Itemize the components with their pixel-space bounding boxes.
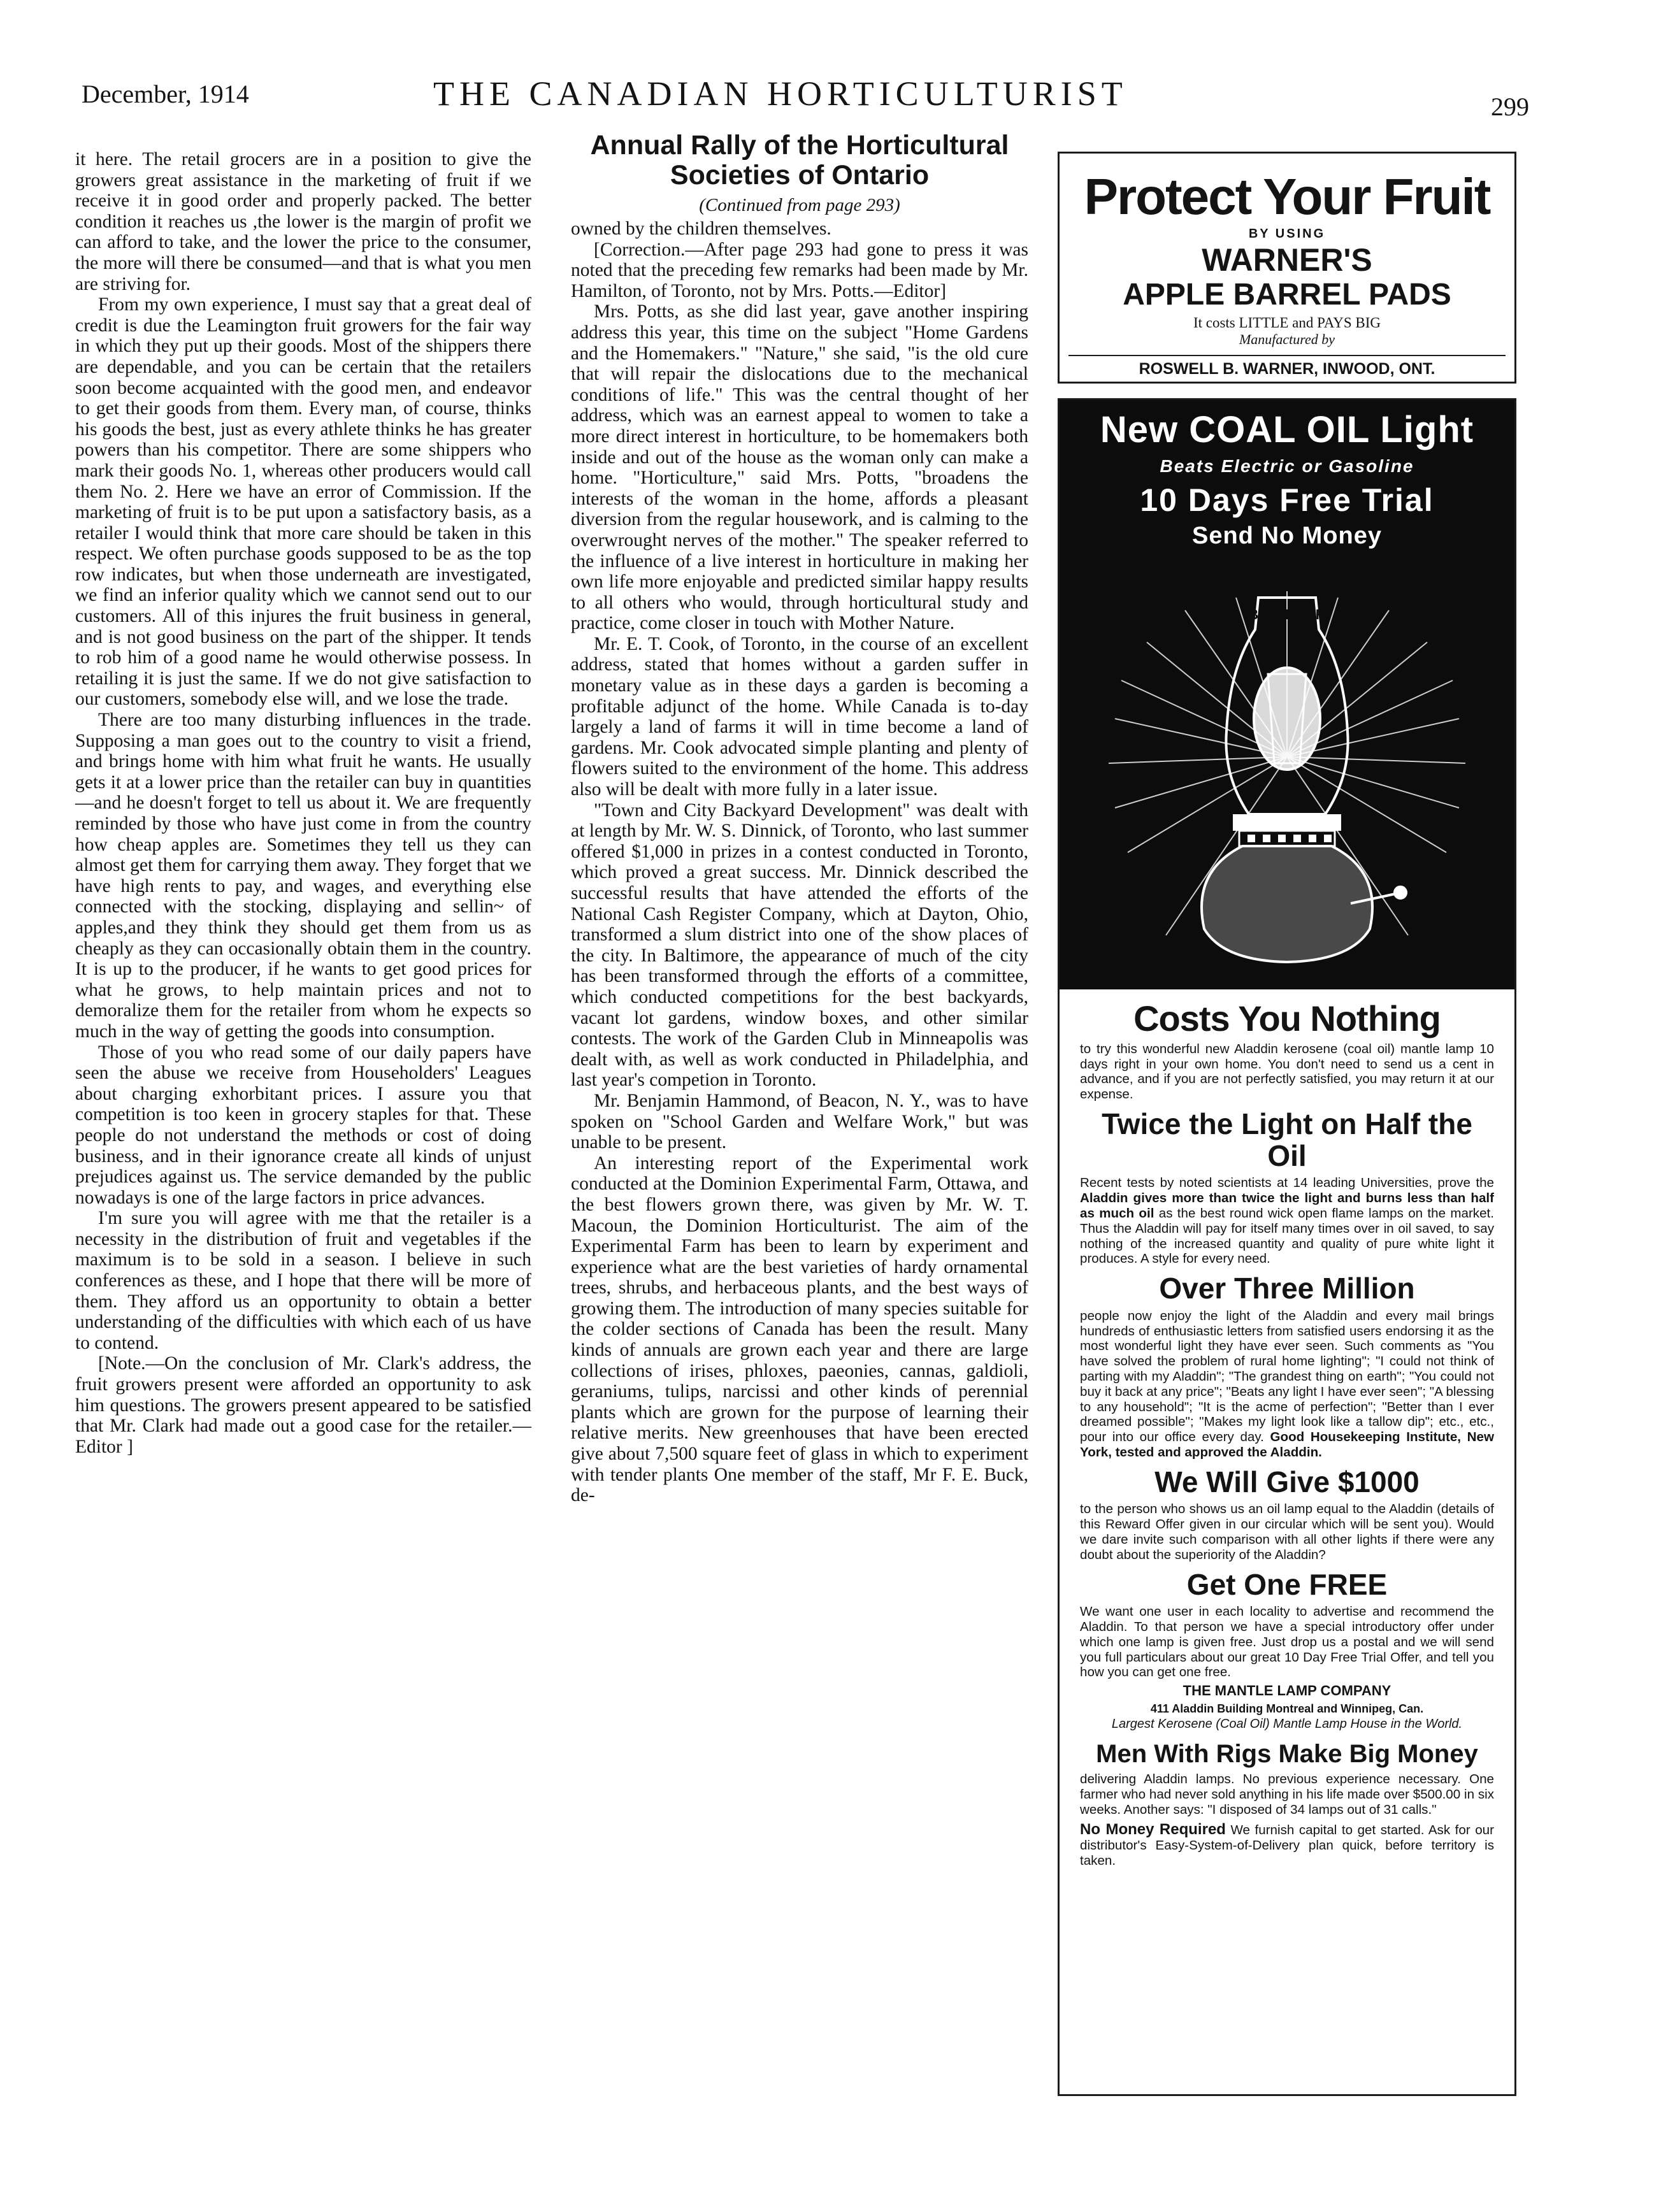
ad-good-housekeeping: Good Housekeeping Institute, New York, tested and approved the Aladdin. (1080, 1430, 1494, 1460)
issue-date: December, 1914 (82, 80, 249, 108)
ad-three-million-text (1080, 1309, 1494, 1460)
ad-twice-text (1080, 1175, 1494, 1267)
ad-product: APPLE BARREL PADS (1123, 278, 1451, 312)
ad-headline: New COAL OIL Light (1100, 409, 1474, 450)
ad-largest: Largest Kerosene (Coal Oil) Mantle Lamp House in the World. (1111, 1717, 1463, 1732)
ad-address: ROSWELL B. WARNER, INWOOD, ONT. (1139, 360, 1435, 378)
ad-twice-text-2: as the best round wick open flame lamps on the market. Thus the Aladdin will pay for itself many times over in oil saved, to say nothing of the increased quantity and quality of pure white light it produces. A style for every need. (1080, 1205, 1495, 1267)
ad-dark-banner (1060, 400, 1514, 989)
lamp-illustration (1096, 572, 1478, 980)
lamp-base (1202, 846, 1406, 962)
paragraph: Mr. E. T. Cook, of Toronto, in the course of an excellent address, stated that homes without a garden suffer in monetary value as in these days a garden is becoming a profitable adjunct of the home. While Canada is to-day largely a land of farms it will in time become a land of gardens. Mr. Cook advocated simple planting and plenty of flowers suited to the environment of the home. This address also will be dealt with more fully in a later issue. (571, 633, 1028, 800)
journal-title: THE CANADIAN HORTICULTURIST (433, 75, 1128, 113)
paragraph: it here. The retail grocers are in a position to give the growers great assistance in the marketing of fruit if we receive it in good order and properly packed. The better condition it reaches us ,the lower is the margin of profit we can afford to take, and the lower the price to the consumer, the more will there be consumed—and that is what you men are striving for. (75, 149, 531, 294)
ad-no-money-block (1080, 1821, 1494, 1869)
middle-column (571, 131, 1028, 1506)
paragraph: [Correction.—After page 293 had gone to press it was noted that the preceding few remarks had been made by Mr. Hamilton, of Toronto, not by Mrs. Potts.—Editor] (571, 239, 1028, 301)
aladdin-advertisement (1058, 398, 1516, 2096)
ad-headline: Protect Your Fruit (1084, 168, 1490, 225)
paragraph: Mrs. Potts, as she did last year, gave another inspiring address this year, this time on the subject "Home Gardens and the Homemakers." "Nature," she said, "is the old cure that will repair the dislocations due to the mechanical conditions of life." This was the central thought of her address, which was an earnest appeal to women to take a more direct interest in horticulture, to be homemakers both inside and out of the house as the woman only can make a home. "Horticulture," said Mrs. Potts, "broadens the interests of the woman in the home, affords a pleasant diversion from the regular housework, and is calming to the overwrought nerves of the mother." The speaker referred to the influence of a live interest in horticulture in making her own life more enjoyable and predicted similar happy results to all others who would, through horticultural study and practice, come closer in touch with Mother Nature. (571, 301, 1028, 634)
paragraph: Those of you who read some of our daily papers have seen the abuse we receive from Householders' Leagues about charging exhorbitant prices. I assure you that competition is too keen in grocery staples for that. These people do not understand the methods or cost of doing business, and in their ignorance create all kinds of unjust prejudices against us. The service demanded by the public nowadays is one of the large factors in price advances. (75, 1042, 531, 1208)
ad-by-using: BY USING (1248, 227, 1326, 241)
ad-brand: WARNER'S (1202, 242, 1372, 278)
paragraph: From my own experience, I must say that a great deal of credit is due the Leamington fruit growers for the fair way in which they put up their goods. Most of the shippers there are dependable, and you can be certain that the retailers soon become acquainted with the good men, and endeavor to get their goods from them. Every man, of course, thinks his goods the best, just as every athlete thinks he has greater powers than his competitor. There are some shippers who mark their goods No. 1, whereas other producers would call them No. 2. Here we have an error of Commission. If the marketing of fruit is to be put upon a satisfactory basis, as a retailer I would think that more care should be taken in this respect. We often purchase goods supposed to be as the top row indicates, but when those underneath are investigated, we find an inferior quality which we cannot send out to our customers. All of this injures the fruit business in general, and is not good business on the part of the shipper. It tends to rob him of a good name he would otherwise possess. In retailing it is just the same. If we do not give satisfaction to our customers, somebody else will, and we lose the trade. (75, 294, 531, 710)
paragraph: [Note.—On the conclusion of Mr. Clark's address, the fruit growers present were afforded an opportunity to ask him questions. The growers present appeared to be satisfied that Mr. Clark had made out a good case for the retailer.—Editor ] (75, 1353, 531, 1457)
lamp-gallery (1233, 814, 1341, 846)
ad-men-rigs-text: delivering Aladdin lamps. No previous experience necessary. One farmer who had never sold anything in his life made over $500.00 in six weeks. Another says: "I disposed of 34 lamps out of 31 calls." (1080, 1772, 1494, 1818)
left-column (75, 149, 531, 1457)
ad-no-money: No Money Required (1080, 1820, 1226, 1838)
ad-men-rigs: Men With Rigs Make Big Money (1096, 1740, 1478, 1769)
ad-beats: Beats Electric or Gasoline (1160, 456, 1414, 476)
ad-trial: 10 Days Free Trial (1140, 482, 1434, 518)
continued-note: (Continued from page 293) (699, 195, 900, 215)
paragraph: owned by the children themselves. (571, 219, 831, 239)
paragraph: There are too many disturbing influences in the trade. Supposing a man goes out to the country to visit a friend, and brings home with him what fruit he wants. He usually gets it at a lower price than the retailer can buy in quantities—and he doesn't forget to tell us about it. We are frequently reminded by those who have just come in from the country how cheap apples are. Sometimes they tell us they can almost get them for carrying them away. They forget that we have high rents to pay, and wages, and everything else connected with the stocking, displaying and sellin~ of apples,and they think they should get them from us as cheaply as they can occasionally obtain them in the country. It is up to the producer, if he wants to get good prices for what he grows, to help maintain prices and not to demoralize them for the retailer from whom he expects so much in the way of getting the goods into consumption. (75, 710, 531, 1042)
ad-twice-text-1: Recent tests by noted scientists at 14 leading Universities, prove the (1080, 1175, 1494, 1191)
ad-company: THE MANTLE LAMP COMPANY (1183, 1683, 1391, 1699)
ad-give-1000-text: to the person who shows us an oil lamp equal to the Aladdin (details of this Reward Offer given in our circular which will be sent you). Would we dare invite such comparison with all other lights if there were any doubt about the superiority of the Aladdin? (1080, 1502, 1494, 1562)
ad-send-no-money: Send No Money (1191, 522, 1383, 549)
ad-twice-light: Twice the Light on Half the Oil (1102, 1107, 1472, 1172)
warner-advertisement (1058, 152, 1516, 384)
ad-three-million-body: people now enjoy the light of the Aladdin and every mail brings hundreds of enthusiastic letters from satisfied users endorsing it as the most wonderful light they have ever seen. Such comments as "You have solved the problem of rural home lighting"; "I could not think of parting with my Aladdin"; "The grandest thing on earth"; "You could not buy it back at any price"; "Beats any light I have ever seen"; "A blessing to any household"; "It is the acme of perfection"; "Better than I ever dreamed possible"; "Makes my light look like a tallow dip"; etc., etc., pour into our office every day. (1080, 1308, 1494, 1445)
ad-costs-text: to try this wonderful new Aladdin kerosene (coal oil) mantle lamp 10 days right in your own home. You don't need to send us a cent in advance, and if you are not perfectly satisfied, you may return it at our expense. (1080, 1041, 1494, 1102)
page-number: 299 (1491, 92, 1529, 121)
article-heading: Annual Rally of the Horticultural Societies of Ontario (590, 130, 1009, 190)
paragraph: Mr. Benjamin Hammond, of Beacon, N. Y., was to have spoken on "School Garden and Welfare Work," but was unable to be present. (571, 1090, 1028, 1153)
ad-company-address: 411 Aladdin Building Montreal and Winnipeg, Can. (1150, 1702, 1424, 1716)
ad-no-money-text: We furnish capital to get started. Ask for our distributor's Easy-System-of-Delivery plan quick, before territory is taken. (1080, 1822, 1494, 1868)
ad-give-1000: We Will Give $1000 (1154, 1465, 1420, 1498)
ad-tagline: It costs LITTLE and PAYS BIG (1193, 315, 1381, 331)
ad-body (1080, 1000, 1494, 1868)
paragraph: "Town and City Backyard Development" was dealt with at length by Mr. W. S. Dinnick, of Toronto, who last summer offered $1,000 in prizes in a contest conducted in Toronto, which proved a great success. Mr. Dinnick described the successful results that have attended the efforts of the National Cash Register Company, which at Dayton, Ohio, transformed a slum district into one of the show places of the city. In Baltimore, the appearance of much of the city has been transformed through the efforts of a committee, which conducted competitions for the best backyards, vacant lot gardens, window boxes, and other similar contests. The work of the Garden Club in Minneapolis was dealt with, as well as work conducted in Philadelphia, and last year's competion in Toronto. (571, 800, 1028, 1091)
ad-divider (1068, 355, 1506, 356)
ad-costs-nothing: Costs You Nothing (1133, 998, 1441, 1038)
ad-manufactured-by: Manufactured by (1239, 331, 1335, 347)
ad-three-million: Over Three Million (1159, 1272, 1415, 1305)
lamp-label: BURNS AIR (1248, 607, 1326, 622)
ad-twice-text-bold: Aladdin gives more than twice the light and burns less than half as much oil (1080, 1191, 1494, 1221)
ad-get-free-text: We want one user in each locality to advertise and recommend the Aladdin. To that person we have a special introductory offer under which one lamp is given free. Just drop us a postal and we will send you full particulars about our great 10 Day Free Trial Offer, and tell you how you can get one free. (1080, 1604, 1494, 1680)
paragraph: An interesting report of the Experimental work conducted at the Dominion Experimental Farm, Ottawa, and the best flowers grown there, was given by Mr. W. T. Macoun, the Dominion Horticulturist. The aim of the Experimental Farm has been to learn by experiment and experience what are the best varieties of hardy ornamental trees, shrubs, and herbaceous plants, and the best ways of growing them. The introduction of many species suitable for the colder sections of Canada has been the result. Many kinds of annuals are grown each year and there are large collections of irises, phloxes, paeonies, cannas, galdioli, geraniums, tulips, narcissi and other kinds of perennial plants which are grown for the purpose of learning their relative merits. New greenhouses that have been erected give about 7,500 square feet of glass in which to experiment with tender plants One member of the staff, Mr F. E. Buck, de- (571, 1153, 1028, 1506)
ad-get-free: Get One FREE (1186, 1567, 1388, 1601)
paragraph: I'm sure you will agree with me that the retailer is a necessity in the distribution of fruit and vegetables if the maximum is to be sold in a season. I believe in such conferences as these, and I hope that there will be more of them. They afford us an opportunity to obtain a better understanding of the difficulties with which each of us have to contend. (75, 1208, 531, 1353)
